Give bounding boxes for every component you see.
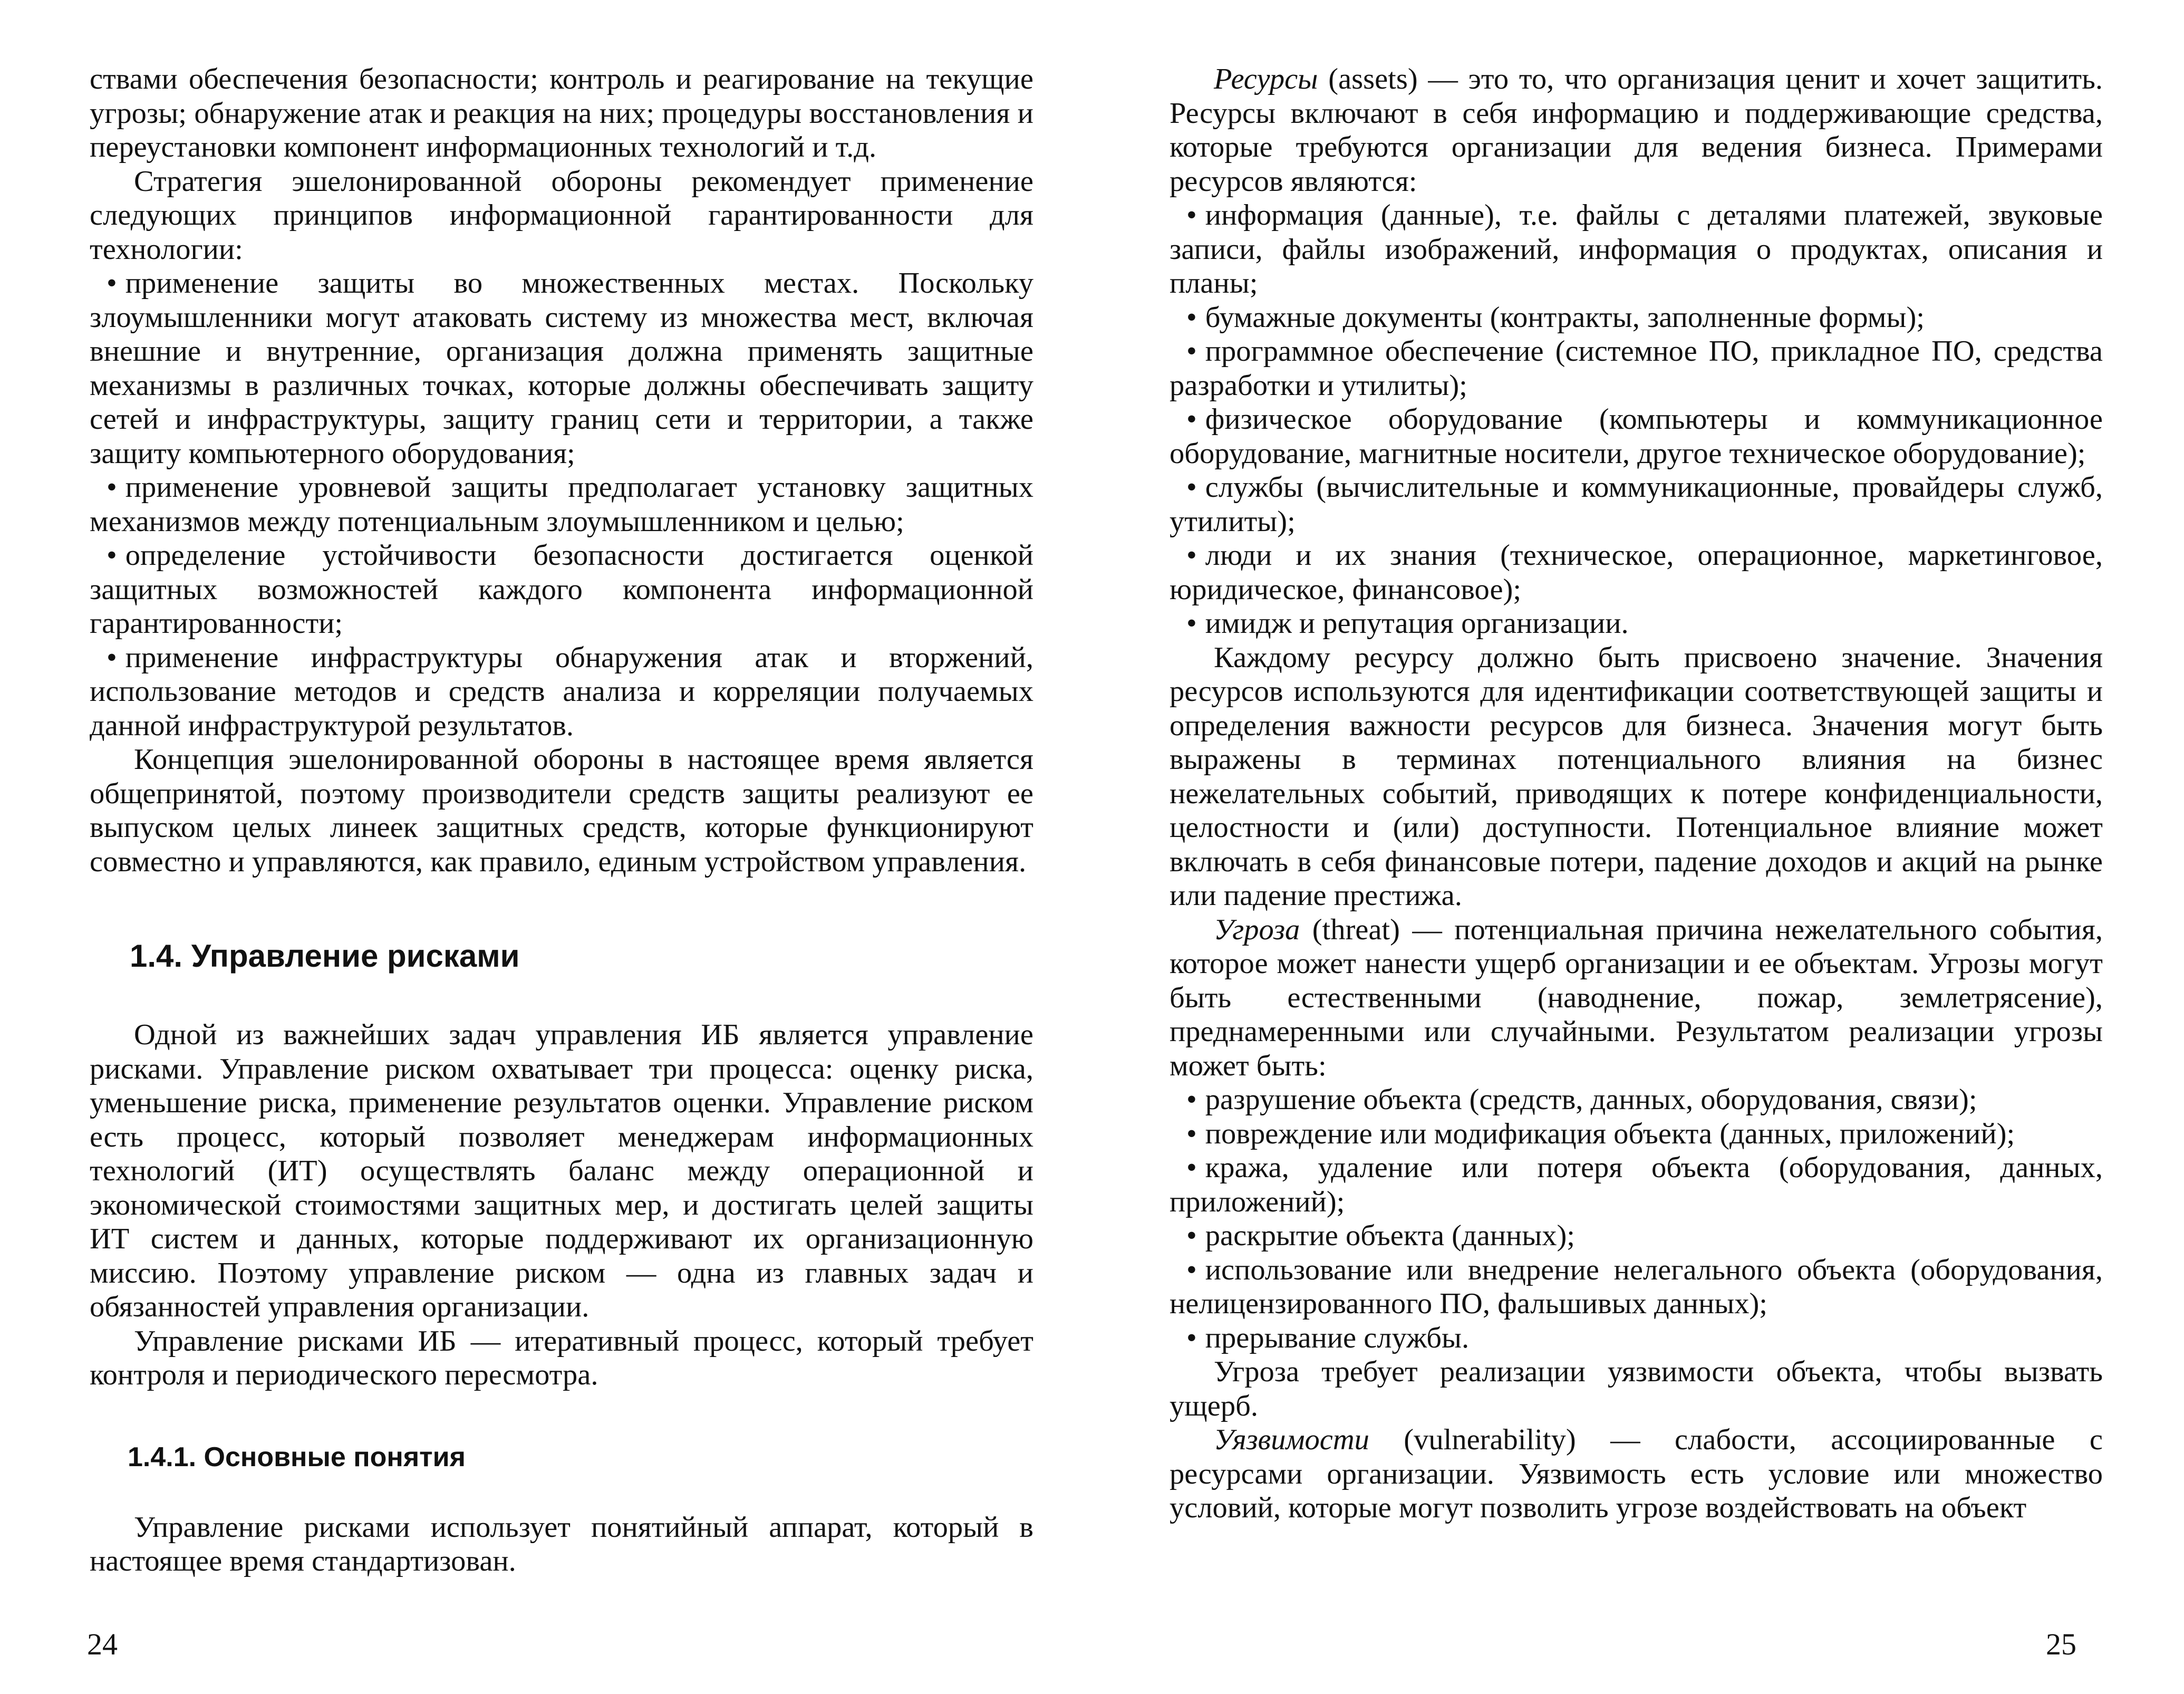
bullet-icon: • xyxy=(107,539,117,572)
right-page-text xyxy=(1170,62,2103,1525)
list-item: • использование или внедрение нелегального объекта (оборудования, нелицензированного ПО, фальшивых данных); xyxy=(1170,1253,2103,1320)
bullet-icon: • xyxy=(107,641,117,674)
bullet-icon: • xyxy=(1186,1253,1197,1286)
list-item: • прерывание службы. xyxy=(1186,1321,1470,1354)
bullet-icon: • xyxy=(1186,607,1197,640)
bullet-icon: • xyxy=(107,471,117,504)
list-item: • люди и их знания (техническое, операционное, маркетинговое, юридическое, финансовое); xyxy=(1170,539,2103,606)
bullet-icon: • xyxy=(1186,471,1197,504)
list-item: • программное обеспечение (системное ПО, прикладное ПО, средства разработки и утилиты); xyxy=(1170,335,2103,402)
paragraph: Угроза (threat) — потенциальная причина нежелательного события, которое может нанести ущерб организации и ее объектам. Угрозы могут быть естественными (наводнение, пожар, землетрясение), преднамеренными или случайными. Результатом реализации угрозы может быть: xyxy=(1170,913,2103,1082)
list-item: • физическое оборудование (компьютеры и коммуникационное оборудование, магнитные носители, другое техническое оборудование); xyxy=(1170,403,2103,470)
page-number-left: 24 xyxy=(87,1627,118,1661)
list-item: • определение устойчивости безопасности достигается оценкой защитных возможностей каждого компонента информационной гарантированности; xyxy=(90,539,1033,640)
paragraph: Каждому ресурсу должно быть присвоено значение. Значения ресурсов используются для идентификации соответствующей защиты и определения важности ресурсов для бизнеса. Значения могут быть выражены в терминах потенциального влияния на бизнес нежелательных событий, приводящих к потере конфиденциальности, целостности и (или) доступности. Потенциальное влияние может включать в себя финансовые потери, падение доходов и акций на рынке или падение престижа. xyxy=(1170,641,2103,912)
section-heading: 1.4. Управление рисками xyxy=(130,938,520,974)
bullet-icon: • xyxy=(1186,1151,1197,1184)
paragraph: Угроза требует реализации уязвимости объекта, чтобы вызвать ущерб. xyxy=(1170,1355,2103,1422)
bullet-icon: • xyxy=(1186,1083,1197,1116)
bullet-icon: • xyxy=(1186,335,1197,368)
list-item: • применение инфраструктуры обнаружения атак и вторжений, использование методов и средств анализа и корреляции получаемых данной инфраструктурой результатов. xyxy=(90,641,1033,742)
paragraph: Управление рисками использует понятийный аппарат, который в настоящее время стандартизован. xyxy=(90,1510,1033,1577)
bullet-icon: • xyxy=(1186,1117,1197,1150)
paragraph: ствами обеспечения безопасности; контроль и реагирование на текущие угрозы; обнаружение атак и реакция на них; процедуры восстановления и переустановки компонент информационных технологий и т.д. xyxy=(90,63,1033,163)
paragraph: Стратегия эшелонированной обороны рекомендует применение следующих принципов информационной гарантированности для технологии: xyxy=(90,165,1033,266)
bullet-icon: • xyxy=(1186,1321,1197,1354)
list-item: • раскрытие объекта (данных); xyxy=(1186,1219,1575,1252)
paragraph: Одной из важнейших задач управления ИБ является управление рисками. Управление риском охватывает три процесса: оценку риска, уменьшение риска, применение результатов оценки. Управление риском есть процесс, который позволяет менеджерам информационных технологий (ИТ) осуществлять баланс между операционной и экономической стоимостями защитных мер, и достигать целей защиты ИТ систем и данных, которые поддерживают их организационную миссию. Поэтому управление риском — одна из главных задач и обязанностей управления организации. xyxy=(90,1018,1033,1323)
paragraph: Ресурсы (assets) — это то, что организация ценит и хочет защитить. Ресурсы включают в себя информацию и поддерживающие средства, которые требуются организации для ведения бизнеса. Примерами ресурсов являются: xyxy=(1170,63,2103,198)
bullet-icon: • xyxy=(1186,199,1197,232)
list-item: • применение защиты во множественных местах. Поскольку злоумышленники могут атаковать систему из множества мест, включая внешние и внутренние, организация должна применять защитные механизмы в различных точках, которые должны обеспечивать защиту сетей и инфраструктуры, защиту границ сети и территории, а также защиту компьютерного оборудования; xyxy=(90,267,1033,470)
page-number-right: 25 xyxy=(2046,1627,2076,1661)
paragraph: Концепция эшелонированной обороны в настоящее время является общепринятой, поэтому производители средств защиты реализуют ее выпуском целых линеек защитных средств, которые функционируют совместно и управляются, как правило, единым устройством управления. xyxy=(90,743,1033,878)
bullet-icon: • xyxy=(1186,1219,1197,1252)
list-item: • повреждение или модификация объекта (данных, приложений); xyxy=(1186,1117,2015,1150)
left-page-text xyxy=(90,62,1033,1578)
list-item: • применение уровневой защиты предполагает установку защитных механизмов между потенциальным злоумышленником и целью; xyxy=(90,471,1033,538)
paragraph: Управление рисками ИБ — итеративный процесс, который требует контроля и периодического пересмотра. xyxy=(90,1324,1033,1391)
list-item: • кража, удаление или потеря объекта (оборудования, данных, приложений); xyxy=(1170,1151,2103,1218)
term-resources: Ресурсы xyxy=(1214,63,1318,95)
bullet-icon: • xyxy=(1186,301,1197,334)
list-item: • информация (данные), т.е. файлы с деталями платежей, звуковые записи, файлы изображений, информация о продуктах, описания и планы; xyxy=(1170,199,2103,300)
list-item: • бумажные документы (контракты, заполненные формы); xyxy=(1186,301,1925,334)
bullet-icon: • xyxy=(107,267,117,300)
term-vulnerability: Уязвимости xyxy=(1214,1423,1369,1456)
list-item: • службы (вычислительные и коммуникационные, провайдеры служб, утилиты); xyxy=(1170,471,2103,538)
paragraph: Уязвимости (vulnerability) — слабости, ассоциированные с ресурсами организации. Уязвимость есть условие или множество условий, которые могут позволить угрозе воздействовать на объект xyxy=(1170,1423,2103,1524)
term-threat: Угроза xyxy=(1214,913,1300,946)
subsection-heading: 1.4.1. Основные понятия xyxy=(128,1441,466,1472)
list-item: • разрушение объекта (средств, данных, оборудования, связи); xyxy=(1186,1083,1977,1116)
bullet-icon: • xyxy=(1186,403,1197,436)
list-item: • имидж и репутация организации. xyxy=(1186,607,1629,640)
bullet-icon: • xyxy=(1186,539,1197,572)
